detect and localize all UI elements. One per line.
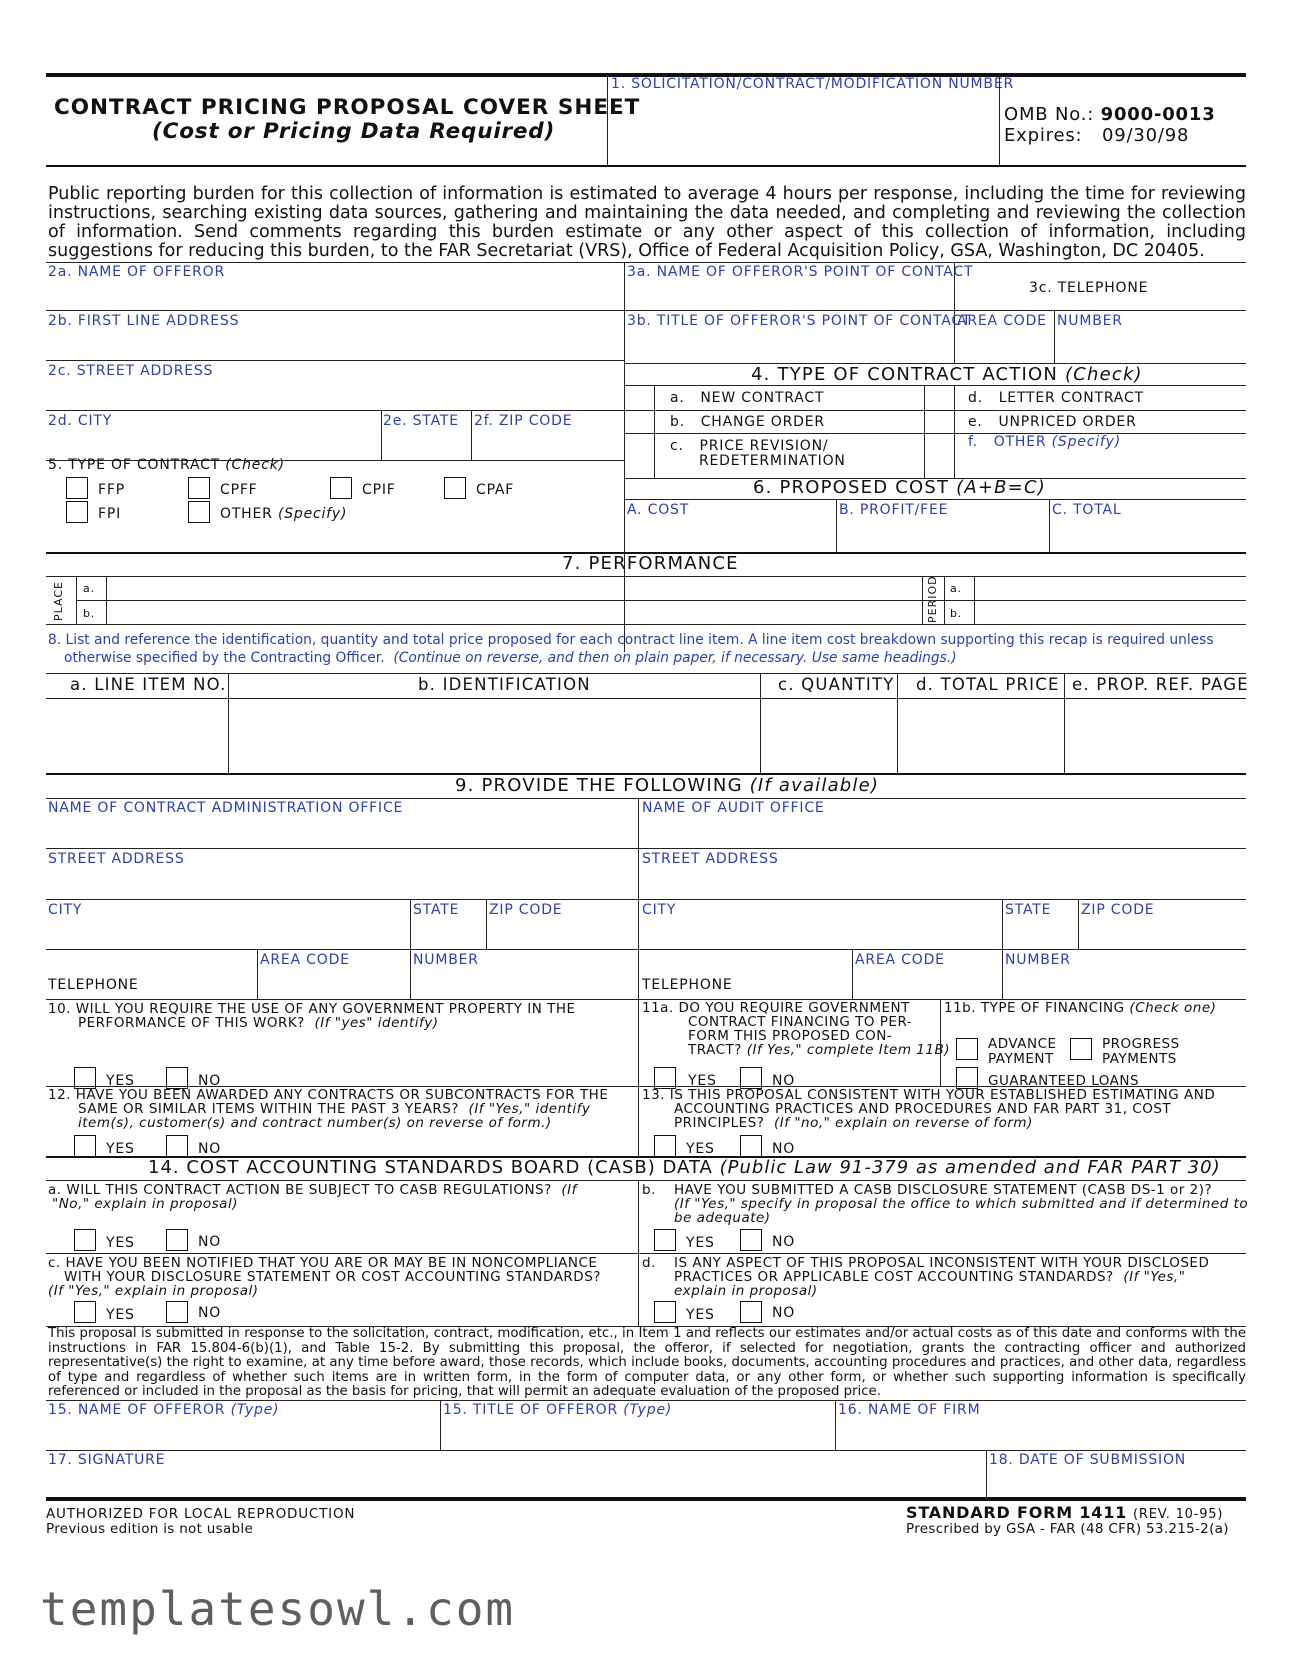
- q13-line3: PRINCIPLES? (If "no," explain on reverse of form): [674, 1115, 1033, 1131]
- contract-type-heading: 5. TYPE OF CONTRACT (Check): [48, 457, 285, 473]
- col-prop-ref-page: e. PROP. REF. PAGE: [1072, 675, 1249, 694]
- casb-b-yes-checkbox[interactable]: [654, 1229, 676, 1251]
- rule: [76, 600, 1246, 601]
- checkbox-letter-contract[interactable]: [925, 386, 953, 409]
- q11a-yes-label: YES: [688, 1073, 717, 1089]
- period-label: PERIOD: [926, 575, 939, 623]
- q13-line1: 13. IS THIS PROPOSAL CONSISTENT WITH YOUR ESTABLISHED ESTIMATING AND: [642, 1087, 1216, 1103]
- col-line-item: a. LINE ITEM NO.: [70, 675, 227, 694]
- watermark: templatesowl.com: [40, 1582, 516, 1636]
- progress-payments-label: PROGRESS PAYMENTS: [1102, 1036, 1180, 1067]
- proposed-cost-heading: 6. PROPOSED COST (A+B=C): [753, 477, 1046, 498]
- first-address-field[interactable]: [46, 329, 621, 359]
- contract-pricing-form: [46, 73, 1249, 1613]
- audit-street-label: STREET ADDRESS: [642, 851, 779, 867]
- q12-line1: 12. HAVE YOU BEEN AWARDED ANY CONTRACTS OR SUBCONTRACTS FOR THE: [48, 1087, 609, 1103]
- previous-edition-note: Previous edition is not usable: [46, 1521, 254, 1537]
- first-address-label: 2b. FIRST LINE ADDRESS: [48, 313, 240, 329]
- identification-field[interactable]: [230, 700, 758, 772]
- casb-c-no-checkbox[interactable]: [166, 1301, 188, 1323]
- local-reproduction-note: AUTHORIZED FOR LOCAL REPRODUCTION: [46, 1506, 356, 1522]
- casb-qc-line3: (If "Yes," explain in proposal): [48, 1283, 259, 1299]
- period-b-field[interactable]: [976, 602, 1244, 623]
- poc-title-field[interactable]: [626, 329, 952, 359]
- offeror-name-type-label: 15. NAME OF OFFEROR (Type): [48, 1402, 280, 1418]
- period-b: b.: [950, 607, 963, 620]
- rule: [1054, 310, 1055, 363]
- rule: [940, 999, 941, 1086]
- audit-area-code-field[interactable]: [854, 969, 1000, 998]
- label-ffp: FFP: [98, 482, 125, 498]
- telephone-label: 3c. TELEPHONE: [1029, 280, 1149, 296]
- omb-label: OMB No.: 9000-0013: [1004, 104, 1216, 125]
- admin-zip-field[interactable]: [488, 919, 636, 948]
- col-total-price: d. TOTAL PRICE: [916, 675, 1060, 694]
- rule: [471, 410, 472, 460]
- admin-state-label: STATE: [413, 902, 460, 918]
- signature-field[interactable]: [46, 1469, 984, 1495]
- prescribed-by-note: Prescribed by GSA - FAR (48 CFR) 53.215-2(a): [906, 1521, 1229, 1537]
- casb-qd-line3: explain in proposal): [674, 1283, 818, 1299]
- cost-field[interactable]: [626, 519, 834, 551]
- label-cpaf: CPAF: [476, 482, 515, 498]
- label-other-type: OTHER (Specify): [220, 506, 348, 522]
- checkbox-fpi[interactable]: [66, 501, 88, 523]
- offeror-top-rule: [46, 262, 1246, 263]
- state-field[interactable]: [383, 429, 469, 459]
- certification-statement: This proposal is submitted in response to the solicitation, contract, modification, etc., in Item 1 and reflects our estimates and/or actual costs as of this date and conforms with the instructions in FAR 15.804-6(b)(1), and Table 15-2. By submitting this proposal, the offeror, if selected for negotiation, grants the contracting officer and authorized representative(s) the right to examine, at any time before award, those records, which include books, documents, accounting procedures and practices, and other data, regardless of type and regardless of whether such items are in written form, in the form of computer data, or any other form, or whether such supporting information is specifically referenced or included in the proposal as the basis for pricing, that will permit an adequate evaluation of the proposed price.: [48, 1326, 1246, 1400]
- phone-number-field[interactable]: [1056, 329, 1244, 359]
- signature-label: 17. SIGNATURE: [48, 1452, 166, 1468]
- audit-office-field[interactable]: [640, 817, 1244, 847]
- q11a-line2: CONTRACT FINANCING TO PER-: [688, 1014, 913, 1030]
- col-quantity: c. QUANTITY: [778, 675, 895, 694]
- profit-field[interactable]: [838, 519, 1047, 551]
- action-e: e. UNPRICED ORDER: [968, 414, 1137, 430]
- rule: [897, 673, 898, 773]
- rule: [46, 899, 1246, 900]
- rule: [624, 499, 1246, 500]
- q11a-line4: TRACT? (If Yes," complete Item 11B): [688, 1042, 950, 1058]
- rule: [46, 1450, 1246, 1451]
- state-label: 2e. STATE: [383, 413, 459, 429]
- rule: [46, 848, 1246, 849]
- rule: [410, 949, 411, 999]
- total-label: C. TOTAL: [1052, 502, 1122, 518]
- rule: [46, 698, 1246, 699]
- rule: [836, 499, 837, 552]
- rule: [852, 949, 853, 999]
- street-address-label: 2c. STREET ADDRESS: [48, 363, 214, 379]
- burden-statement: Public reporting burden for this collection of information is estimated to average 4 hours per response, including the time for reviewing instructions, searching existing data sources, gathering and maintaining the data needed, and completing and reviewing the collection of information. Send comments regarding this burden estimate or any other aspect of this collection of information, including suggestions for reducing this burden, to the FAR Secretariat (VRS), Office of Federal Acquisition Policy, GSA, Washington, DC 20405.: [48, 184, 1246, 261]
- form-title: CONTRACT PRICING PROPOSAL COVER SHEET: [54, 95, 641, 120]
- admin-area-code-label: AREA CODE: [260, 952, 350, 968]
- total-price-field[interactable]: [899, 700, 1062, 772]
- rule: [410, 899, 411, 949]
- action-f: f. OTHER (Specify): [968, 434, 1121, 450]
- q12-yes-checkbox[interactable]: [74, 1135, 96, 1157]
- submission-date-field[interactable]: [988, 1469, 1244, 1495]
- label-cpff: CPFF: [220, 482, 258, 498]
- checkbox-cpff[interactable]: [188, 477, 210, 499]
- q12-no-checkbox[interactable]: [166, 1135, 188, 1157]
- audit-zip-label: ZIP CODE: [1081, 902, 1155, 918]
- casb-qd-letter: d.: [642, 1255, 656, 1271]
- q11a-no-label: NO: [772, 1073, 796, 1089]
- city-field[interactable]: [46, 429, 379, 459]
- audit-state-field[interactable]: [1004, 919, 1076, 948]
- offeror-title-type-label: 15. TITLE OF OFFEROR (Type): [443, 1402, 673, 1418]
- audit-city-label: CITY: [642, 902, 677, 918]
- rule: [1049, 499, 1050, 552]
- casb-c-no-label: NO: [198, 1305, 222, 1321]
- rule: [257, 949, 258, 999]
- checkbox-cpaf[interactable]: [444, 477, 466, 499]
- audit-number-field[interactable]: [1004, 969, 1244, 998]
- q10-no-label: NO: [198, 1073, 222, 1089]
- period-a-field[interactable]: [976, 578, 1244, 599]
- admin-city-field[interactable]: [46, 919, 408, 948]
- admin-office-label: NAME OF CONTRACT ADMINISTRATION OFFICE: [48, 800, 404, 816]
- rule: [46, 1253, 1246, 1254]
- casb-qc-line1: c. HAVE YOU BEEN NOTIFIED THAT YOU ARE OR MAY BE IN NONCOMPLIANCE: [48, 1255, 598, 1271]
- city-label: 2d. CITY: [48, 413, 113, 429]
- rule: [986, 1450, 987, 1497]
- bottom-rule: [46, 1497, 1246, 1501]
- rule: [654, 385, 655, 478]
- rule: [638, 798, 639, 1156]
- casb-b-no-checkbox[interactable]: [740, 1229, 762, 1251]
- total-field[interactable]: [1051, 519, 1244, 551]
- cost-label: A. COST: [627, 502, 690, 518]
- audit-street-field[interactable]: [640, 868, 1244, 898]
- advance-payment-label: ADVANCE PAYMENT: [988, 1036, 1057, 1067]
- q11a-line3: FORM THIS PROPOSED CON-: [688, 1028, 893, 1044]
- expires-date: 09/30/98: [1101, 125, 1190, 146]
- firm-name-field[interactable]: [837, 1419, 1244, 1449]
- casb-d-yes-checkbox[interactable]: [654, 1301, 676, 1323]
- casb-d-yes-label: YES: [686, 1307, 715, 1323]
- admin-number-label: NUMBER: [413, 952, 479, 968]
- rule: [922, 576, 923, 624]
- rule: [1064, 673, 1065, 773]
- offeror-name-field[interactable]: [46, 279, 621, 309]
- rule: [46, 1400, 1246, 1401]
- performance-heading: 7. PERFORMANCE: [562, 553, 739, 574]
- rule: [440, 1400, 441, 1450]
- zip-field[interactable]: [474, 429, 622, 459]
- action-b: b. CHANGE ORDER: [670, 414, 825, 430]
- casb-d-no-checkbox[interactable]: [740, 1301, 762, 1323]
- q10-line2: PERFORMANCE OF THIS WORK? (If "yes" identify): [78, 1015, 439, 1031]
- q10-line1: 10. WILL YOU REQUIRE THE USE OF ANY GOVERNMENT PROPERTY IN THE: [48, 1001, 576, 1017]
- casb-a-yes-label: YES: [106, 1235, 135, 1251]
- standard-form-label: STANDARD FORM 1411 (REV. 10-95): [906, 1503, 1224, 1522]
- rule: [835, 1400, 836, 1450]
- q10-yes-label: YES: [106, 1073, 135, 1089]
- checkbox-change-order[interactable]: [625, 411, 653, 432]
- audit-number-label: NUMBER: [1005, 952, 1071, 968]
- rule: [381, 410, 382, 460]
- checkbox-price-revision[interactable]: [625, 434, 653, 477]
- rule: [486, 899, 487, 949]
- place-label: PLACE: [52, 581, 65, 621]
- casb-qb-line3: be adequate): [674, 1210, 771, 1226]
- prop-ref-page-field[interactable]: [1066, 700, 1244, 772]
- action-d: d. LETTER CONTRACT: [968, 390, 1144, 406]
- rule: [46, 410, 624, 411]
- rule: [46, 310, 1246, 311]
- submission-date-label: 18. DATE OF SUBMISSION: [989, 1452, 1187, 1468]
- quantity-field[interactable]: [762, 700, 895, 772]
- casb-qa-line1: a. WILL THIS CONTRACT ACTION BE SUBJECT TO CASB REGULATIONS? (If: [48, 1182, 577, 1198]
- admin-telephone-label: TELEPHONE: [48, 977, 139, 993]
- q13-yes-checkbox[interactable]: [654, 1135, 676, 1157]
- action-a: a. NEW CONTRACT: [670, 390, 825, 406]
- casb-qb-line2: (If "Yes," specify in proposal the office to which submitted and if determined to: [674, 1196, 1249, 1212]
- q13-no-checkbox[interactable]: [740, 1135, 762, 1157]
- rule: [46, 576, 1246, 577]
- zip-label: 2f. ZIP CODE: [474, 413, 573, 429]
- q12-yes-label: YES: [106, 1141, 135, 1157]
- casb-qd-line1: IS ANY ASPECT OF THIS PROPOSAL INCONSISTENT WITH YOUR DISCLOSED: [674, 1255, 1210, 1271]
- label-fpi: FPI: [98, 506, 122, 522]
- rule: [46, 949, 1246, 950]
- q11b-heading: 11b. TYPE OF FINANCING (Check one): [944, 1000, 1217, 1016]
- solicitation-number-field[interactable]: [608, 95, 998, 163]
- admin-office-field[interactable]: [46, 817, 636, 847]
- casb-c-yes-checkbox[interactable]: [74, 1301, 96, 1323]
- checkbox-ffp[interactable]: [66, 477, 88, 499]
- poc-name-label: 3a. NAME OF OFFEROR'S POINT OF CONTACT: [627, 264, 974, 280]
- street-address-field[interactable]: [46, 379, 621, 409]
- casb-heading: 14. COST ACCOUNTING STANDARDS BOARD (CASB) DATA (Public Law 91-379 as amended and FAR PART 30): [148, 1157, 1221, 1178]
- rule: [944, 576, 945, 624]
- q12-no-label: NO: [198, 1141, 222, 1157]
- audit-zip-field[interactable]: [1080, 919, 1244, 948]
- rule: [974, 576, 975, 624]
- rule: [46, 673, 1246, 674]
- omb-number: 9000-0013: [1100, 104, 1216, 125]
- admin-street-field[interactable]: [46, 868, 636, 898]
- offeror-name-type-field[interactable]: [46, 1419, 438, 1449]
- poc-name-field[interactable]: [626, 279, 952, 309]
- header-bottom-rule: [46, 165, 1246, 167]
- checkbox-new-contract[interactable]: [625, 386, 653, 409]
- casb-a-no-label: NO: [198, 1234, 222, 1250]
- header-divider-2: [999, 75, 1000, 165]
- rule: [1002, 899, 1003, 949]
- period-a: a.: [950, 582, 962, 595]
- profit-label: B. PROFIT/FEE: [839, 502, 949, 518]
- advance-payment-checkbox[interactable]: [956, 1038, 978, 1060]
- rule: [1078, 899, 1079, 949]
- expires-label: Expires: 09/30/98: [1004, 125, 1190, 146]
- solicitation-label: 1. SOLICITATION/CONTRACT/MODIFICATION NUMBER: [611, 76, 1015, 92]
- q13-no-label: NO: [772, 1141, 796, 1157]
- casb-qb-letter: b.: [642, 1182, 656, 1198]
- guaranteed-loans-label: GUARANTEED LOANS: [988, 1073, 1140, 1089]
- audit-telephone-label: TELEPHONE: [642, 977, 733, 993]
- area-code-label: AREA CODE: [957, 313, 1047, 329]
- area-code-field[interactable]: [956, 329, 1052, 359]
- casb-qc-line2: WITH YOUR DISCLOSURE STATEMENT OR COST ACCOUNTING STANDARDS?: [64, 1269, 601, 1285]
- offeror-name-label: 2a. NAME OF OFFEROR: [48, 264, 225, 280]
- admin-state-field[interactable]: [412, 919, 484, 948]
- casb-b-no-label: NO: [772, 1234, 796, 1250]
- casb-c-yes-label: YES: [106, 1307, 135, 1323]
- place-b-field[interactable]: [108, 602, 920, 623]
- casb-qb-line1: HAVE YOU SUBMITTED A CASB DISCLOSURE STATEMENT (CASB DS-1 or 2)?: [674, 1182, 1213, 1198]
- casb-a-yes-checkbox[interactable]: [74, 1229, 96, 1251]
- place-a: a.: [83, 582, 95, 595]
- casb-qa-line2: "No," explain in proposal): [52, 1196, 238, 1212]
- q11a-line1: 11a. DO YOU REQUIRE GOVERNMENT: [642, 1000, 910, 1016]
- action-c-line2: REDETERMINATION: [699, 453, 846, 469]
- poc-title-label: 3b. TITLE OF OFFEROR'S POINT OF CONTACT: [627, 313, 972, 329]
- rule: [954, 385, 955, 478]
- checkbox-other-action[interactable]: [925, 434, 953, 477]
- col-identification: b. IDENTIFICATION: [418, 675, 591, 694]
- action-c: c. PRICE REVISION/: [670, 438, 829, 454]
- form-subtitle: (Cost or Pricing Data Required): [152, 119, 556, 144]
- q13-yes-label: YES: [686, 1141, 715, 1157]
- audit-area-code-label: AREA CODE: [855, 952, 945, 968]
- place-b: b.: [83, 607, 96, 620]
- contract-action-heading: 4. TYPE OF CONTRACT ACTION (Check): [751, 364, 1143, 385]
- audit-city-field[interactable]: [640, 919, 1000, 948]
- place-a-field[interactable]: [108, 578, 920, 599]
- admin-number-field[interactable]: [412, 969, 636, 998]
- rule: [1002, 949, 1003, 999]
- rule: [760, 673, 761, 773]
- line-item-instruction: 8. List and reference the identification, quantity and total price proposed for each contract line item. A line item cost breakdown supporting this recap is required unless: [48, 632, 1214, 648]
- audit-state-label: STATE: [1005, 902, 1052, 918]
- q13-line2: ACCOUNTING PRACTICES AND PROCEDURES AND FAR PART 31, COST: [674, 1101, 1172, 1117]
- checkbox-cpif[interactable]: [330, 477, 352, 499]
- casb-qd-line2: PRACTICES OR APPLICABLE COST ACCOUNTING STANDARDS? (If "Yes,": [674, 1269, 1186, 1285]
- checkbox-unpriced-order[interactable]: [925, 411, 953, 432]
- casb-a-no-checkbox[interactable]: [166, 1229, 188, 1251]
- rule: [46, 798, 1246, 799]
- admin-zip-label: ZIP CODE: [489, 902, 563, 918]
- q12-line3: item(s), customer(s) and contract number(s) on reverse of form.): [78, 1115, 552, 1131]
- casb-d-no-label: NO: [772, 1305, 796, 1321]
- firm-name-label: 16. NAME OF FIRM: [838, 1402, 981, 1418]
- label-cpif: CPIF: [362, 482, 396, 498]
- casb-b-yes-label: YES: [686, 1235, 715, 1251]
- rule: [46, 360, 624, 361]
- number-label: NUMBER: [1057, 313, 1123, 329]
- provide-heading: 9. PROVIDE THE FOLLOWING (If available): [455, 775, 880, 796]
- admin-area-code-field[interactable]: [259, 969, 408, 998]
- checkbox-other-type[interactable]: [188, 501, 210, 523]
- admin-street-label: STREET ADDRESS: [48, 851, 185, 867]
- line-item-instruction-2: otherwise specified by the Contracting Officer. (Continue on reverse, and then on plain paper, if necessary. Use same headings.): [64, 650, 957, 666]
- audit-office-label: NAME OF AUDIT OFFICE: [642, 800, 825, 816]
- rule: [46, 624, 1246, 625]
- rule: [46, 1180, 1246, 1181]
- line-item-no-field[interactable]: [46, 700, 226, 772]
- offeror-title-type-field[interactable]: [442, 1419, 833, 1449]
- q12-line2: SAME OR SIMILAR ITEMS WITHIN THE PAST 3 YEARS? (If "Yes," identify: [78, 1101, 591, 1117]
- rule: [228, 673, 229, 773]
- progress-payments-checkbox[interactable]: [1070, 1038, 1092, 1060]
- admin-city-label: CITY: [48, 902, 83, 918]
